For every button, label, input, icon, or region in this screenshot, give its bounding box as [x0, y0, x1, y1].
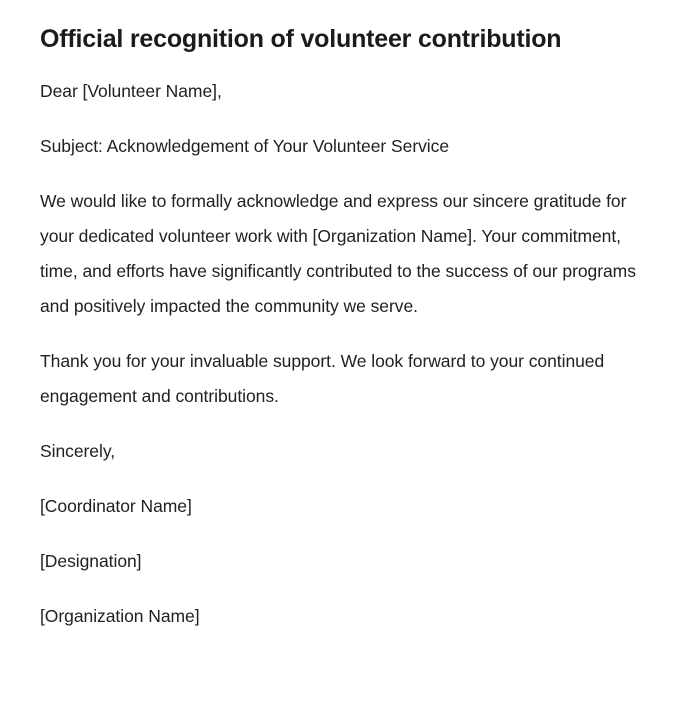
page-title: Official recognition of volunteer contribution: [40, 25, 562, 53]
body-paragraph-2: Thank you for your invaluable support. We look forward to your continued engagement and contributions.: [40, 351, 605, 406]
paragraph-spacer-2: [40, 164, 660, 184]
paragraph-spacer-4: [40, 414, 660, 434]
title-spacer: [40, 56, 660, 74]
paragraph-spacer-1: [40, 109, 660, 129]
paragraph-spacer-5: [40, 469, 660, 489]
salutation-line: Dear [Volunteer Name],: [40, 81, 222, 101]
paragraph-spacer-6: [40, 524, 660, 544]
subject-line: Subject: Acknowledgement of Your Volunteer Service: [40, 136, 450, 156]
signature-designation: [Designation]: [40, 551, 142, 571]
closing-line: Sincerely,: [40, 441, 116, 461]
body-paragraph-1: We would like to formally acknowledge and express our sincere gratitude for your dedicated volunteer work with [Organization Name]. Your commitment, time, and efforts have significantly contributed to the success of our programs and positively impacted the community we serve.: [40, 191, 636, 316]
signature-organization-name: [Organization Name]: [40, 606, 200, 626]
paragraph-spacer-3: [40, 324, 660, 344]
signature-coordinator-name: [Coordinator Name]: [40, 496, 192, 516]
paragraph-spacer-7: [40, 579, 660, 599]
